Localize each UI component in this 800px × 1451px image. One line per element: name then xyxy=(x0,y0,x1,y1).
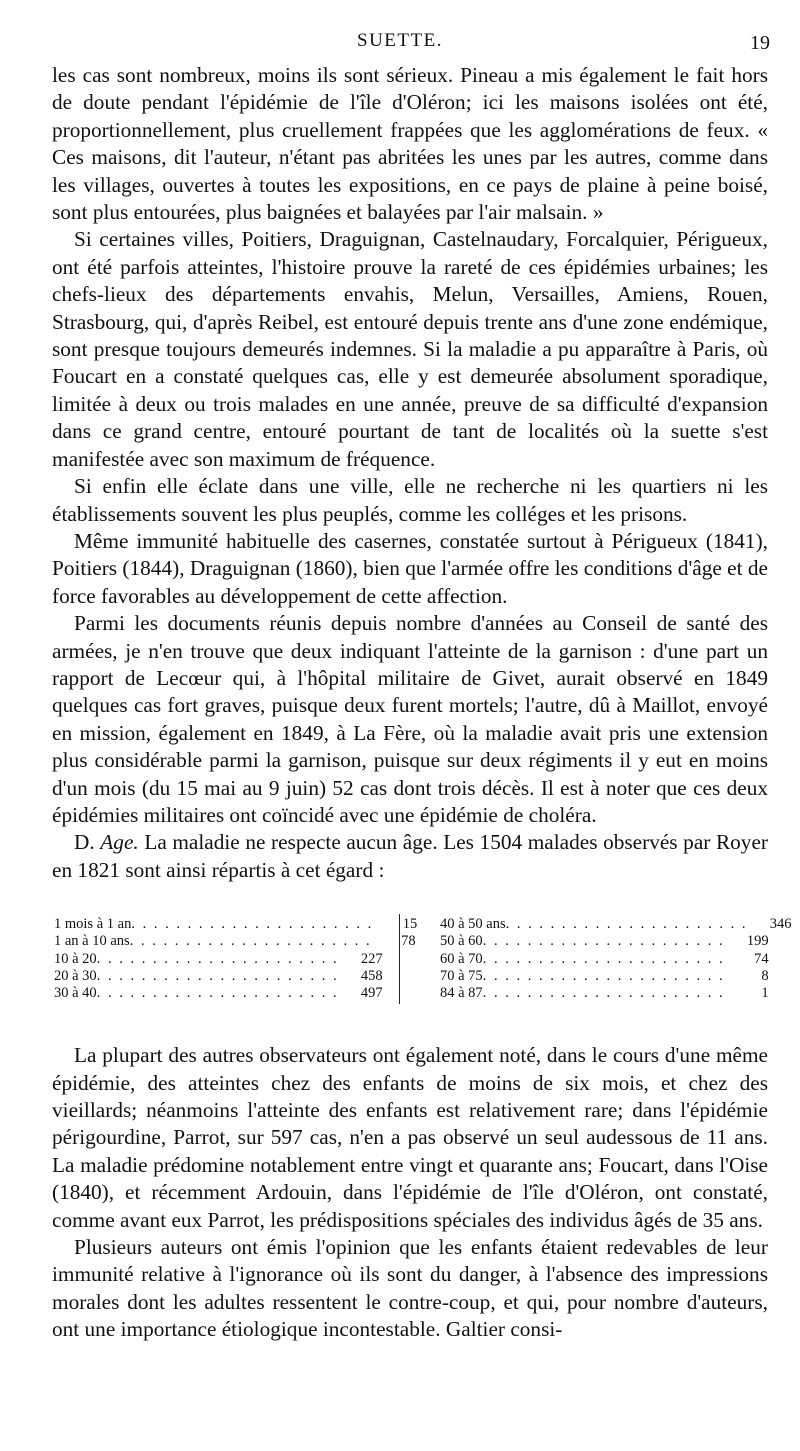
age-range: 70 à 75 xyxy=(440,967,483,984)
table-row xyxy=(440,950,769,968)
table-row xyxy=(440,967,769,985)
patient-count: 78 xyxy=(401,933,416,950)
age-range: 1 mois à 1 an xyxy=(54,916,132,933)
age-range: 40 à 50 ans xyxy=(440,916,506,933)
table-row xyxy=(54,950,383,968)
running-head xyxy=(0,30,800,56)
patient-count: 346 xyxy=(769,916,792,933)
leader-dots: . . . . . . . . . . . . . . . . . . . . . . xyxy=(131,916,374,933)
leader-dots: . . . . . . . . . . . . . . . . . . . . . . xyxy=(505,916,748,933)
table-row xyxy=(54,933,416,950)
paragraph: La plupart des autres observateurs ont également noté, dans le cours d'une même épidémie, des atteintes chez des enfants de moins de six mois, et chez des vieillards; néanmoins l'atteinte des enfants est relativement rare; dans l'épidémie périgourdine, Parrot, sur 597 cas, n'en a pas observé un seul audessous de 11 ans. La maladie prédomine notablement entre vingt et quarante ans; Foucart, dans l'Oise (1840), et récemment Ardouin, dans l'épidémie de l'île d'Oléron, ont constaté, comme avant eux Parrot, les prédispositions spéciales des individus âgés de 35 ans. xyxy=(52,1043,768,1232)
leader-dots: . . . . . . . . . . . . . . . . . . . . . . xyxy=(96,984,339,1001)
patient-count: 497 xyxy=(360,984,383,1001)
leader-dots: . . . . . . . . . . . . . . . . . . . . . . xyxy=(482,984,725,1001)
column-divider xyxy=(399,914,400,1004)
paragraph: Parmi les documents réunis depuis nombre d'années au Conseil de santé des armées, je n'en trouve que deux indiquant l'atteinte de la garnison : d'une part un rapport de Lecœur qui, à l'hôpital militaire de Givet, aurait observé en 1849 quelques cas fort graves, puisque deux furent mortels; l'autre, dû à Maillot, envoyé en mission, également en 1849, à La Fère, où la maladie avait pris une extension plus considérable parmi la garnison, puisque sur deux régiments il y eut en moins d'un mois (du 15 mai au 9 juin) 52 cas dont trois décès. Il est à noter que ces deux épidémies militaires ont coïncidé avec une épidémie de choléra. xyxy=(52,611,768,827)
table-row xyxy=(440,933,769,950)
paragraph: Plusieurs auteurs ont émis l'opinion que les enfants étaient redevables de leur immunité relative à l'ignorance où ils sont du danger, à l'absence des impressions morales dont les adultes ressentent le contre-coup, et qui, pour nombre d'auteurs, ont une importance étiologique incontestable. Galtier consi- xyxy=(52,1235,768,1342)
age-table-left-column xyxy=(54,916,418,1002)
age-distribution-table xyxy=(52,894,792,1032)
patient-count: 15 xyxy=(402,916,418,933)
leader-dots: . . . . . . . . . . . . . . . . . . . . . . xyxy=(482,933,725,950)
leader-dots: . . . . . . . . . . . . . . . . . . . . . . xyxy=(96,950,339,967)
leader-dots: . . . . . . . . . . . . . . . . . . . . . . xyxy=(129,933,372,950)
patient-count: 199 xyxy=(746,933,769,950)
age-range: 60 à 70 xyxy=(440,950,483,967)
leader-dots: . . . . . . . . . . . . . . . . . . . . . . xyxy=(482,950,725,967)
patient-count: 227 xyxy=(360,950,383,967)
table-row xyxy=(54,967,383,985)
patient-count: 8 xyxy=(761,967,769,984)
table-row xyxy=(440,916,792,933)
table-row xyxy=(440,984,769,1002)
leader-dots: . . . . . . . . . . . . . . . . . . . . . . xyxy=(96,967,339,984)
patient-count: 458 xyxy=(360,967,383,984)
age-range: 30 à 40 xyxy=(54,984,97,1001)
running-title: SUETTE. xyxy=(357,30,443,51)
age-range: 10 à 20 xyxy=(54,950,97,967)
table-row xyxy=(54,984,383,1002)
section-letter: D. xyxy=(74,830,95,855)
section-text: La maladie ne respecte aucun âge. Les 1504 malades observés par Royer en 1821 sont ainsi répartis à cet égard : xyxy=(52,830,768,882)
age-range: 84 à 87 xyxy=(440,984,483,1001)
patient-count: 1 xyxy=(761,984,769,1001)
age-range: 50 à 60 xyxy=(440,933,483,950)
age-table-right-column xyxy=(440,916,792,1002)
patient-count: 74 xyxy=(754,950,769,967)
section-heading: Age. xyxy=(100,830,139,855)
paragraph: Si enfin elle éclate dans une ville, elle ne recherche ni les quartiers ni les établissements souvent les plus peuplés, comme les colléges et les prisons. xyxy=(52,474,768,526)
table-row xyxy=(54,916,418,933)
paragraph: Même immunité habituelle des casernes, constatée surtout à Périgueux (1841), Poitiers (1844), Draguignan (1860), bien que l'armée offre les conditions d'âge et de force favorables au développement de cette affection. xyxy=(52,528,768,608)
page-number: 19 xyxy=(750,32,770,54)
age-section-paragraph xyxy=(52,829,768,884)
body-text xyxy=(52,62,792,1344)
paragraph: les cas sont nombreux, moins ils sont sérieux. Pineau a mis également le fait hors de doute pendant l'épidémie de l'île d'Oléron; ici les maisons isolées ont été, proportionnellement, plus cruellement frappées que les agglomérations de feux. « Ces maisons, dit l'auteur, n'étant pas abritées les unes par les autres, comme dans les villages, ouvertes à toutes les expositions, en ce pays de plaine à peine boisé, sont plus entourées, plus baignées et balayées par l'air malsain. » xyxy=(52,63,768,225)
age-range: 1 an à 10 ans xyxy=(54,933,130,950)
age-range: 20 à 30 xyxy=(54,967,97,984)
paragraph: Si certaines villes, Poitiers, Draguignan, Castelnaudary, Forcalquier, Périgueux, ont été parfois atteintes, l'histoire prouve la rareté de ces épidémies urbaines; les chefs-lieux des départements envahis, Melun, Versailles, Amiens, Rouen, Strasbourg, qui, d'après Reibel, est entouré depuis trente ans d'une zone endémique, sont presque toujours demeurés indemnes. Si la maladie a pu apparaître à Paris, où Foucart en a constaté quelques cas, elle y est demeurée absolument sporadique, limitée à deux ou trois malades en une année, preuve de sa difficulté d'expansion dans ce grand centre, entouré pourtant de tant de localités où la suette s'est manifestée avec son maximum de fréquence. xyxy=(52,227,768,471)
leader-dots: . . . . . . . . . . . . . . . . . . . . . . xyxy=(482,967,725,984)
